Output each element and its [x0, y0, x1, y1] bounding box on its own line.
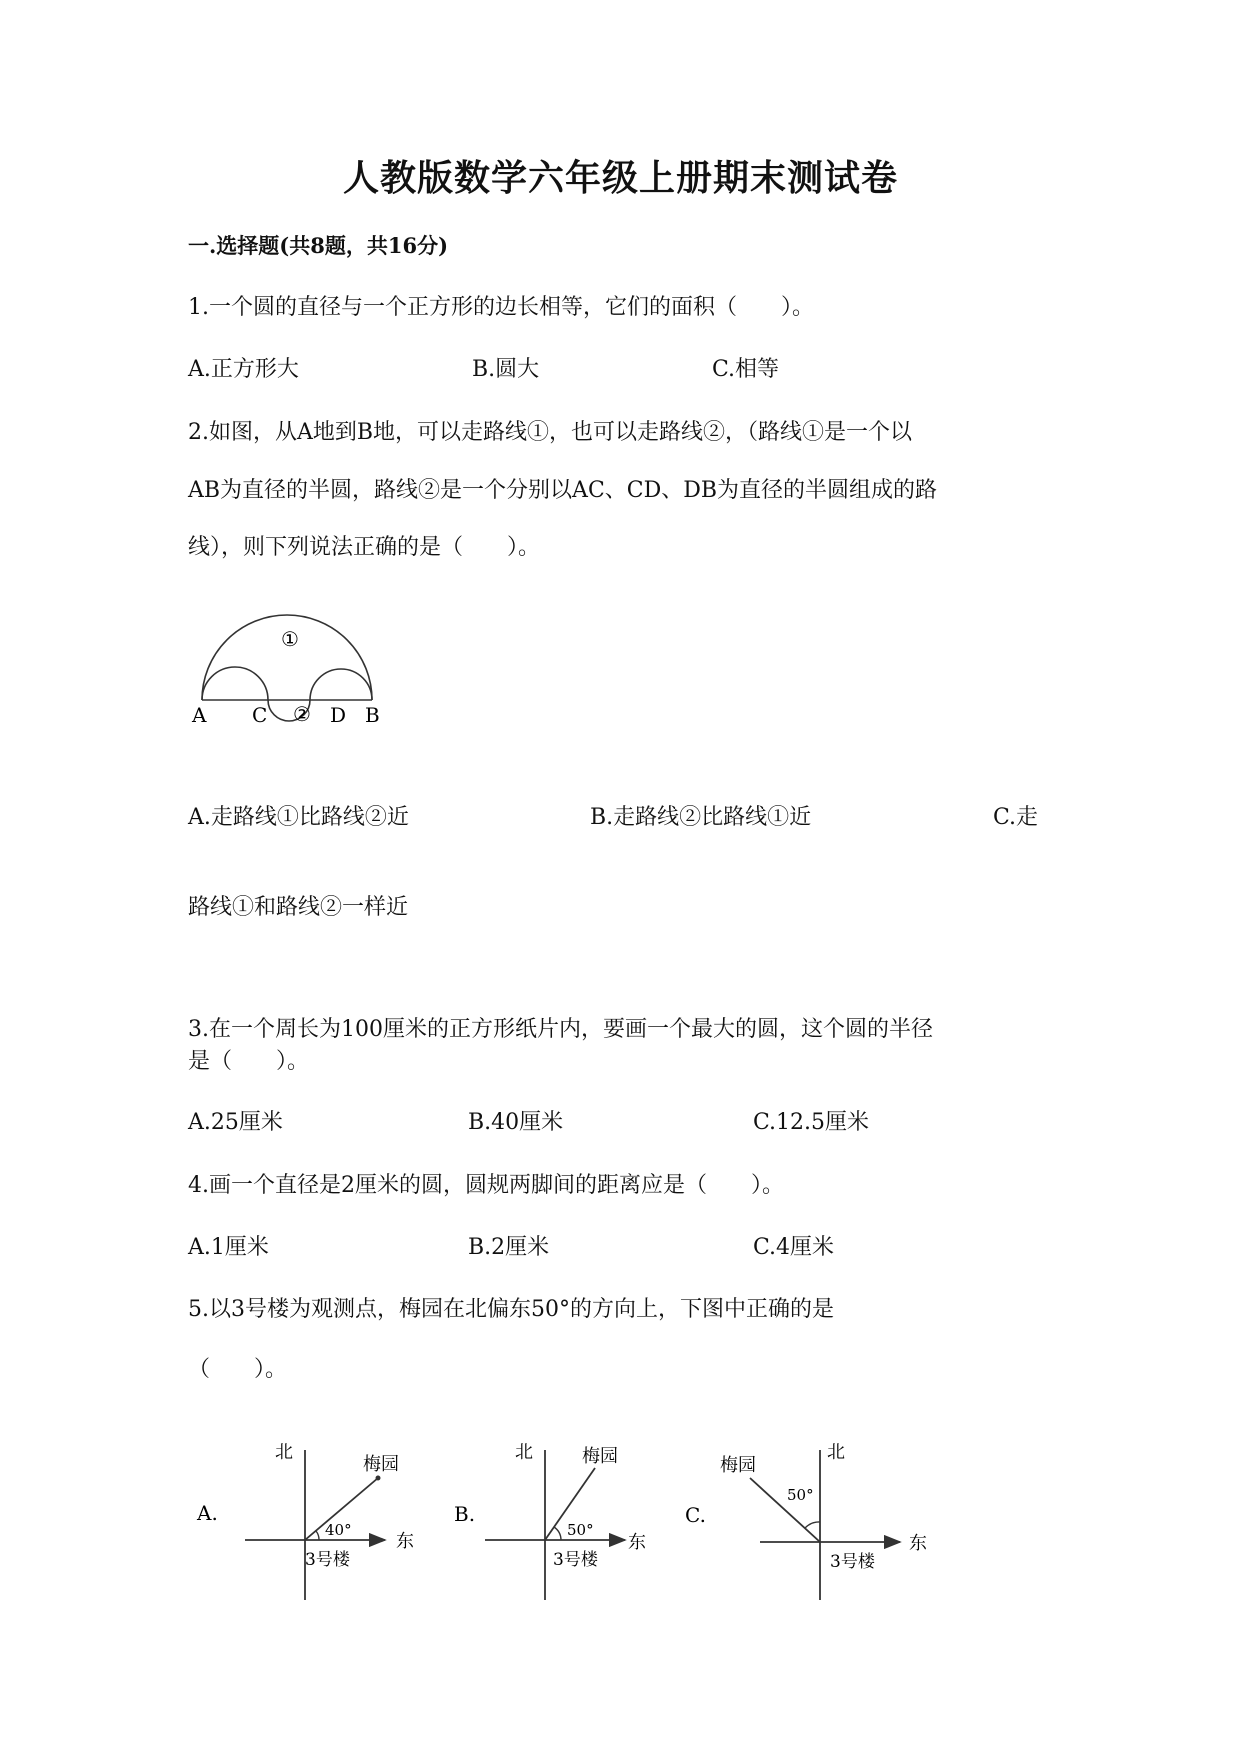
north-label: 北 — [515, 1442, 533, 1463]
route-figure — [180, 600, 410, 740]
q1-option-a[interactable]: A.正方形大 — [188, 357, 299, 382]
q2-option-c-continued[interactable]: 路线①和路线②一样近 — [188, 895, 409, 920]
garden-label: 梅园 — [363, 1454, 399, 1475]
q1-option-b[interactable]: B.圆大 — [472, 357, 540, 382]
point-d-label: D — [330, 703, 347, 727]
building-label: 3号楼 — [305, 1550, 350, 1570]
east-label: 东 — [628, 1532, 646, 1553]
section-heading: 一.选择题(共8题，共16分) — [188, 233, 449, 258]
east-label: 东 — [909, 1533, 927, 1554]
north-label: 北 — [275, 1442, 293, 1463]
q2-option-a[interactable]: A.走路线①比路线②近 — [188, 805, 409, 830]
route-1-label: ① — [281, 627, 299, 651]
direction-figure-c[interactable] — [685, 1440, 945, 1610]
q4-option-a[interactable]: A.1厘米 — [188, 1235, 269, 1260]
question-5-line-2: （ ）。 — [188, 1357, 288, 1382]
garden-label: 梅园 — [720, 1455, 756, 1476]
q1-option-c[interactable]: C.相等 — [712, 357, 780, 382]
question-3-line-2: 是（ ）。 — [188, 1049, 310, 1074]
question-4: 4.画一个直径是2厘米的圆，圆规两脚间的距离应是（ ）。 — [188, 1173, 784, 1198]
figure-a-label: A. — [197, 1501, 218, 1525]
north-label: 北 — [827, 1442, 845, 1463]
q4-option-c[interactable]: C.4厘米 — [753, 1235, 835, 1260]
building-label: 3号楼 — [553, 1550, 598, 1570]
building-label: 3号楼 — [830, 1552, 875, 1572]
angle-label: 50° — [787, 1486, 814, 1504]
direction-figure-a[interactable] — [195, 1440, 435, 1610]
question-5-line-1: 5.以3号楼为观测点，梅园在北偏东50°的方向上，下图中正确的是 — [188, 1297, 834, 1322]
angle-label: 50° — [567, 1521, 594, 1539]
point-a-label: A — [192, 703, 207, 727]
point-c-label: C — [252, 703, 268, 727]
question-1: 1.一个圆的直径与一个正方形的边长相等，它们的面积（ ）。 — [188, 295, 814, 320]
question-2-line-2: AB为直径的半圆，路线②是一个分别以AC、CD、DB为直径的半圆组成的路 — [188, 478, 938, 503]
q3-option-c[interactable]: C.12.5厘米 — [753, 1110, 870, 1135]
direction-figure-b[interactable] — [445, 1440, 685, 1610]
point-b-label: B — [365, 703, 380, 727]
question-3-line-1: 3.在一个周长为100厘米的正方形纸片内，要画一个最大的圆，这个圆的半径 — [188, 1017, 933, 1042]
question-2-line-1: 2.如图，从A地到B地，可以走路线①，也可以走路线②，（路线①是一个以 — [188, 420, 913, 445]
garden-label: 梅园 — [582, 1446, 618, 1467]
figure-c-label: C. — [685, 1503, 706, 1527]
angle-label: 40° — [325, 1521, 352, 1539]
question-2-line-3: 线），则下列说法正确的是（ ）。 — [188, 535, 541, 560]
q2-option-b[interactable]: B.走路线②比路线①近 — [590, 805, 812, 830]
q2-option-c[interactable]: C.走 — [993, 805, 1039, 830]
q4-option-b[interactable]: B.2厘米 — [468, 1235, 550, 1260]
q3-option-b[interactable]: B.40厘米 — [468, 1110, 564, 1135]
route-2-label: ② — [293, 702, 311, 726]
east-label: 东 — [396, 1531, 414, 1552]
figure-b-label: B. — [454, 1502, 476, 1526]
page-title: 人教版数学六年级上册期末测试卷 — [342, 157, 898, 199]
q3-option-a[interactable]: A.25厘米 — [188, 1110, 283, 1135]
